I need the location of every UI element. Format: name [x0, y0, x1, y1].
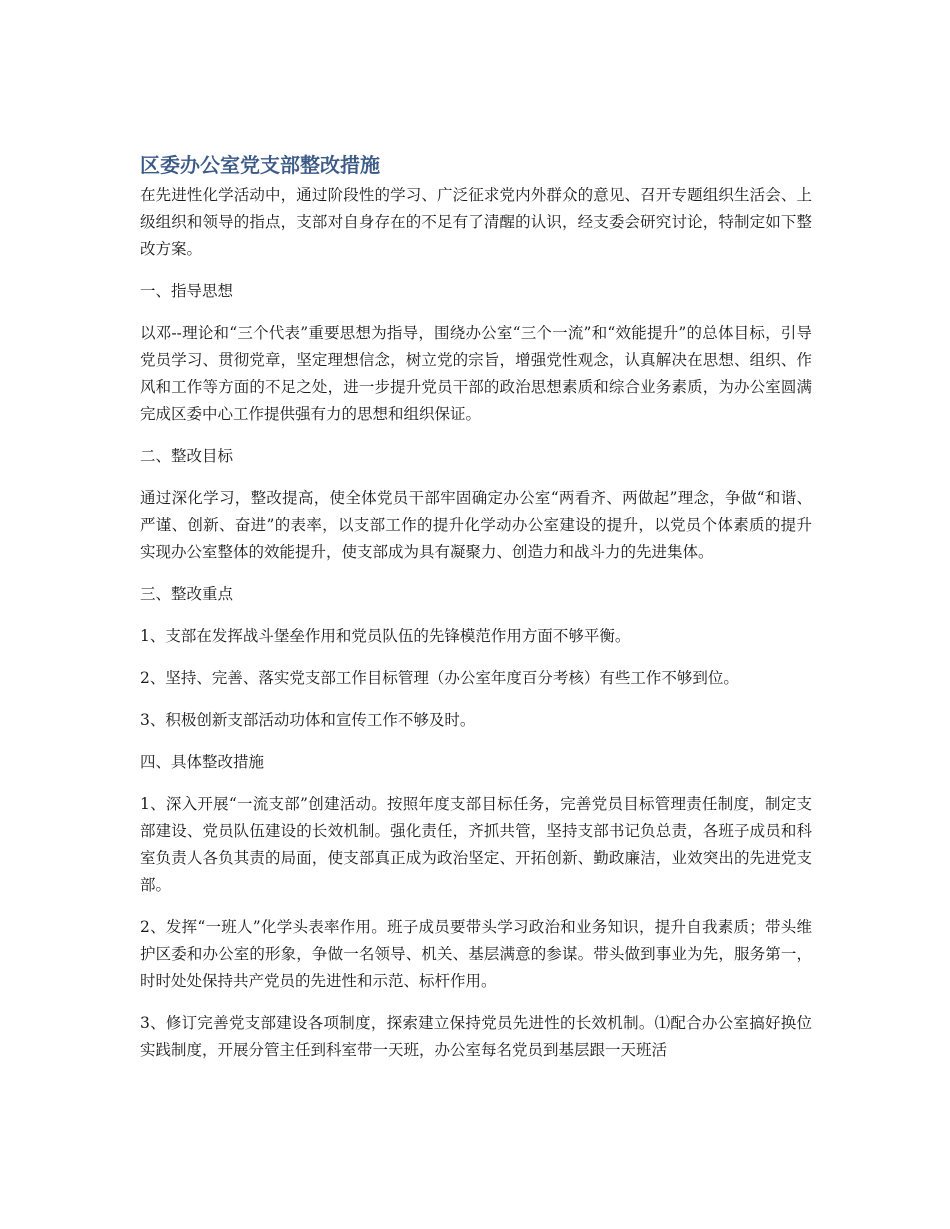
list-item: 1、支部在发挥战斗堡垒作用和党员队伍的先锋模范作用方面不够平衡。 [140, 627, 631, 645]
section-key-points [140, 581, 812, 734]
document-title: 区委办公室党支部整改措施 [140, 153, 380, 177]
list-item: 3、积极创新支部活动功体和宣传工作不够及时。 [140, 711, 476, 729]
section-rectification-goal [140, 443, 812, 566]
list-item: 2、坚持、完善、落实党支部工作目标管理（办公室年度百分考核）有些工作不够到位。 [140, 669, 739, 687]
section-body: 以邓--理论和“三个代表”重要思想为指导，围绕办公室“三个一流”和“效能提升”的总体目标，引导党员学习、贯彻党章，坚定理想信念，树立党的宗旨，增强党性观念，认真解决在思想、组织、作风和工作等方面的不足之处，进一步提升党员干部的政治思想素质和综合业务素质，为办公室圆满完成区委中心工作提供强有力的思想和组织保证。 [140, 324, 812, 423]
document-page [140, 152, 812, 1079]
section-heading: 三、整改重点 [140, 585, 234, 603]
intro-paragraph: 在先进性化学活动中，通过阶段性的学习、广泛征求党内外群众的意见、召开专题组织生活会、上级组织和领导的指点，支部对自身存在的不足有了清醒的认识，经支委会研究讨论，特制定如下整改方案。 [140, 186, 812, 258]
section-heading: 二、整改目标 [140, 447, 234, 465]
section-heading: 一、指导思想 [140, 282, 234, 300]
section-body: 通过深化学习，整改提高，使全体党员干部牢固确定办公室“两看齐、两做起”理念，争做“和谐、严谨、创新、奋进”的表率，以支部工作的提升化学动办公室建设的提升，以党员个体素质的提升实现办公室整体的效能提升，使支部成为具有凝聚力、创造力和战斗力的先进集体。 [140, 489, 812, 561]
section-specific-measures [140, 749, 812, 1064]
section-guiding-thought [140, 278, 812, 428]
section-heading: 四、具体整改措施 [140, 753, 265, 771]
list-item: 3、修订完善党支部建设各项制度，探索建立保持党员先进性的长效机制。⑴配合办公室搞好换位实践制度，开展分管主任到科室带一天班，办公室每名党员到基层跟一天班活 [140, 1014, 812, 1059]
list-item: 1、深入开展“一流支部”创建活动。按照年度支部目标任务，完善党员目标管理责任制度，制定支部建设、党员队伍建设的长效机制。强化责任，齐抓共管，坚持支部书记负总责，各班子成员和科室负责人各负其责的局面，使支部真正成为政治坚定、开拓创新、勤政廉洁，业效突出的先进党支部。 [140, 795, 812, 894]
list-item: 2、发挥“一班人”化学头表率作用。班子成员要带头学习政治和业务知识，提升自我素质；带头维护区委和办公室的形象，争做一名领导、机关、基层满意的参谋。带头做到事业为先，服务第一，时时处处保持共产党员的先进性和示范、标杆作用。 [140, 918, 812, 990]
